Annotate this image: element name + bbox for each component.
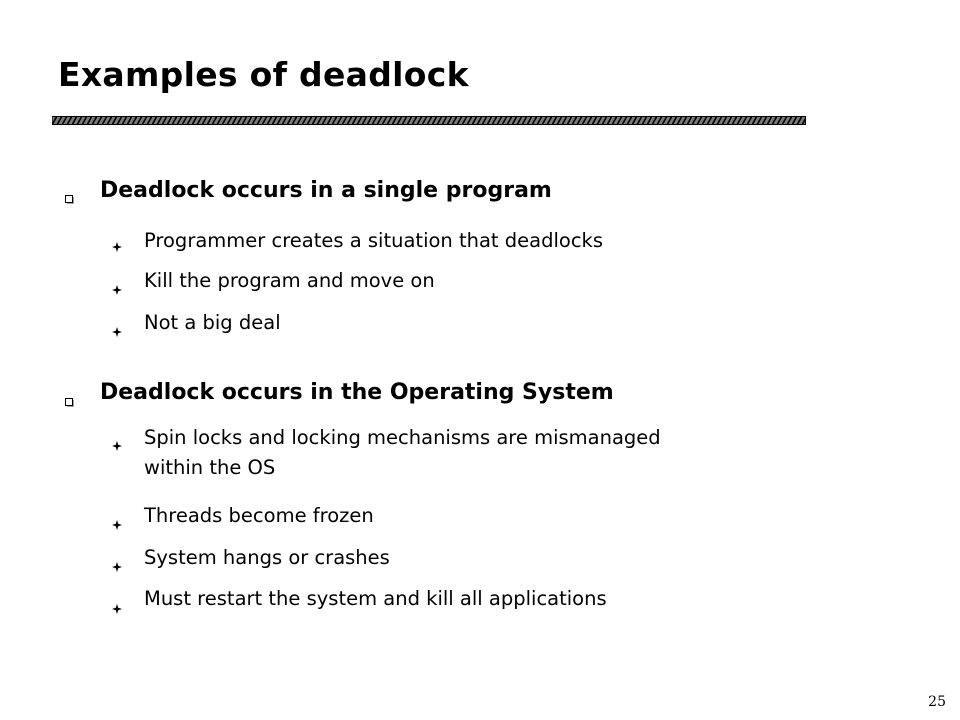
slide-title: Examples of deadlock <box>58 55 469 94</box>
list-item: System hangs or crashes <box>144 546 390 569</box>
diamond-bullet-icon <box>112 237 122 247</box>
list-item: Spin locks and locking mechanisms are mismanaged <box>144 426 661 449</box>
section-heading: Deadlock occurs in the Operating System <box>100 380 614 405</box>
list-item: Not a big deal <box>144 311 281 334</box>
list-item: Programmer creates a situation that deadlocks <box>144 229 603 252</box>
diamond-bullet-icon <box>112 280 122 290</box>
list-item: Kill the program and move on <box>144 269 435 292</box>
diamond-bullet-icon <box>112 436 122 446</box>
diamond-bullet-icon <box>112 515 122 525</box>
diamond-bullet-icon <box>112 322 122 332</box>
list-item-continuation: within the OS <box>144 456 276 479</box>
diamond-bullet-icon <box>112 599 122 609</box>
diamond-bullet-icon <box>112 557 122 567</box>
list-item: Must restart the system and kill all applications <box>144 587 607 610</box>
list-item: Threads become frozen <box>144 504 374 527</box>
section-heading: Deadlock occurs in a single program <box>100 178 552 203</box>
page-number: 25 <box>928 694 946 710</box>
title-underline <box>52 116 806 125</box>
square-bullet-icon <box>65 189 74 198</box>
square-bullet-icon <box>65 392 74 401</box>
